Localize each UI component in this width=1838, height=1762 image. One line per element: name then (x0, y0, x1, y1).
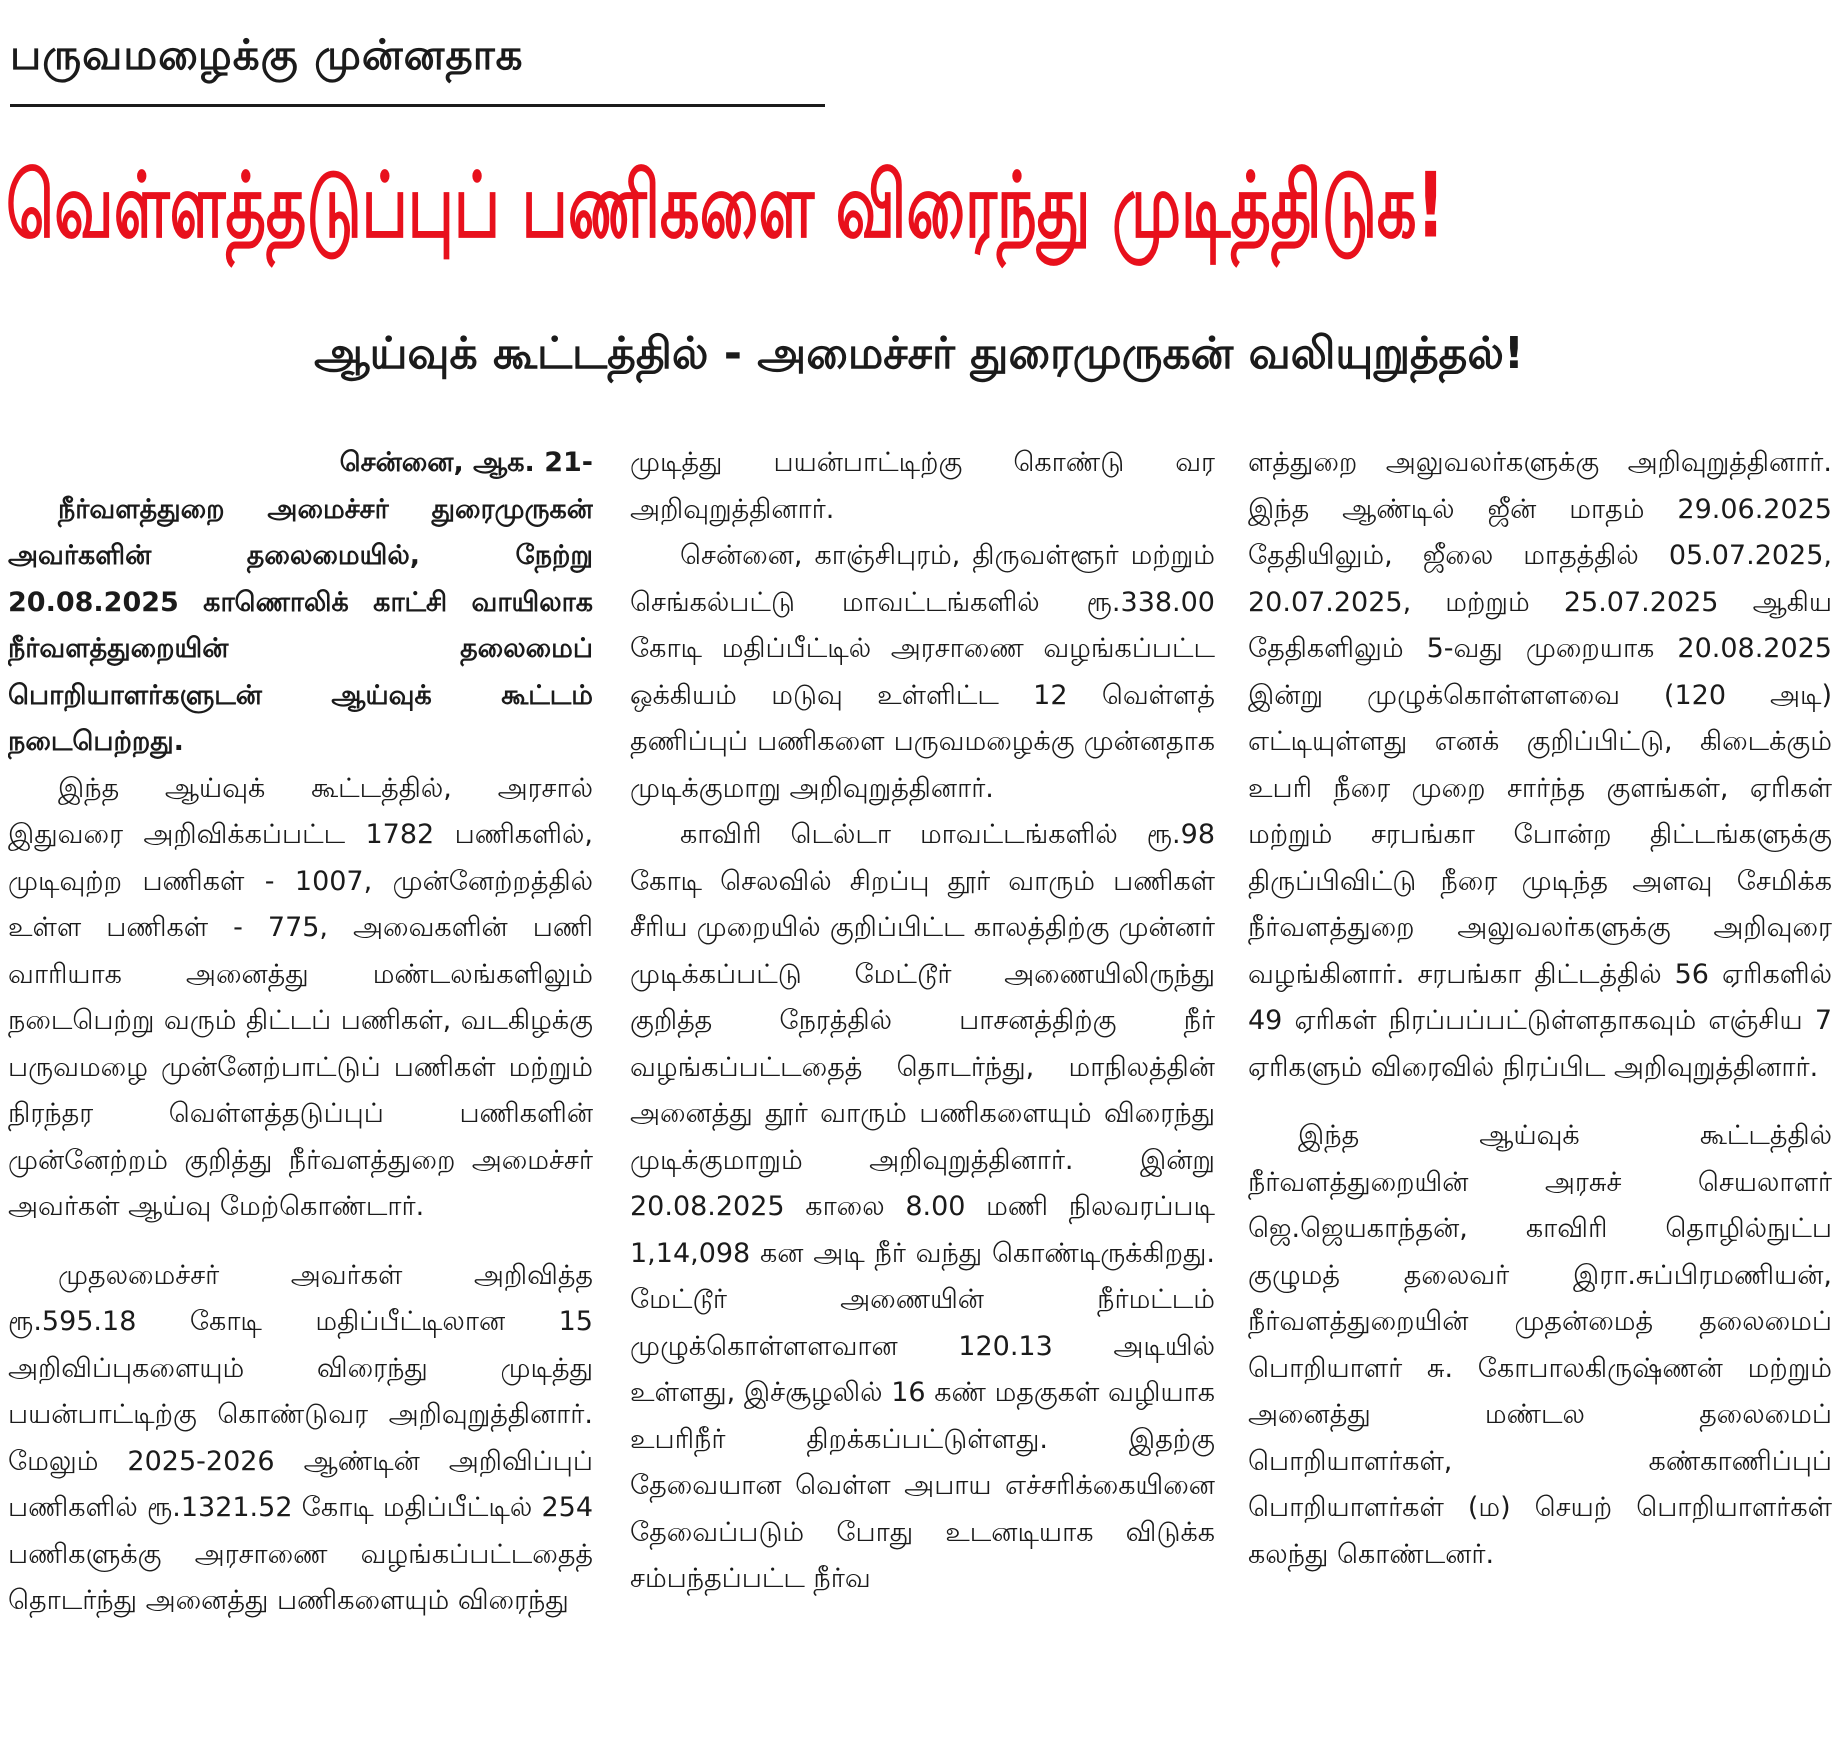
body-paragraph: இந்த ஆய்வுக் கூட்டத்தில், அரசால் இதுவரை அறிவிக்கப்பட்ட 1782 பணிகளில், முடிவுற்ற பணிகள் - 1007, முன்னேற்றத்தில் உள்ள பணிகள் - 775, அவைகளின் பணி வாரியாக அனைத்து மண்டலங்களிலும் நடைபெற்று வரும் திட்டப் பணிகள், வடகிழக்கு பருவமழை முன்னேற்பாட்டுப் பணிகள் மற்றும் நிரந்தர வெள்ளத்தடுப்புப் பணிகளின் முன்னேற்றம் குறித்து நீர்வளத்துறை அமைச்சர் அவர்கள் ஆய்வு மேற்கொண்டார். (8, 772, 593, 1222)
dateline: சென்னை, ஆக. 21- (339, 447, 593, 478)
body-paragraph: முதலமைச்சர் அவர்கள் அறிவித்த ரூ.595.18 கோடி மதிப்பீட்டிலான 15 அறிவிப்புகளையும் விரைந்து முடித்து பயன்பாட்டிற்கு கொண்டுவர அறிவுறுத்தினார். மேலும் 2025-2026 ஆண்டின் அறிவிப்புப் பணிகளில் ரூ.1321.52 கோடி மதிப்பீட்டில் 254 பணிகளுக்கு அரசாணை வழங்கப்பட்டதைத் தொடர்ந்து அனைத்து பணிகளையும் விரைந்து (8, 1259, 593, 1616)
body-paragraph: இந்த ஆய்வுக் கூட்டத்தில் நீர்வளத்துறையின் அரசுச் செயலாளர் ஜெ.ஜெயகாந்தன், காவிரி தொழில்நுட்ப குழுமத் தலைவர் இரா.சுப்பிரமணியன், நீர்வளத்துறையின் முதன்மைத் தலைமைப் பொறியாளர் சு. கோபாலகிருஷ்ணன் மற்றும் அனைத்து மண்டல தலைமைப் பொறியாளர்கள், கண்காணிப்புப் பொறியாளர்கள் (ம) செயற் பொறியாளர்கள் கலந்து கொண்டனர். (1248, 1120, 1832, 1570)
article-column-1 (8, 440, 593, 1755)
article-column-3 (1248, 440, 1832, 1755)
body-paragraph: முடித்து பயன்பாட்டிற்கு கொண்டு வர அறிவுறுத்தினார். (630, 447, 1215, 525)
headline: வெள்ளத்தடுப்புப் பணிகளை விரைந்து முடித்திடுக! (6, 152, 1445, 259)
body-paragraph: ளத்துறை அலுவலர்களுக்கு அறிவுறுத்தினார். இந்த ஆண்டில் ஜீன் மாதம் 29.06.2025 தேதியிலும், ஜீலை மாதத்தில் 05.07.2025, 20.07.2025, மற்றும் 25.07.2025 ஆகிய தேதிகளிலும் 5-வது முறையாக 20.08.2025 இன்று முழுக்கொள்ளளவை (120 அடி) எட்டியுள்ளது எனக் குறிப்பிட்டு, கிடைக்கும் உபரி நீரை முறை சார்ந்த குளங்கள், ஏரிகள் மற்றும் சரபங்கா போன்ற திட்டங்களுக்கு திருப்பிவிட்டு நீரை முடிந்த அளவு சேமிக்க நீர்வளத்துறை அலுவலர்களுக்கு அறிவுரை வழங்கினார். சரபங்கா திட்டத்தில் 56 ஏரிகளில் 49 ஏரிகள் நிரப்பப்பட்டுள்ளதாகவும் எஞ்சிய 7 ஏரிகளும் விரைவில் நிரப்பிட அறிவுறுத்தினார். (1248, 447, 1832, 1083)
body-paragraph: காவிரி டெல்டா மாவட்டங்களில் ரூ.98 கோடி செலவில் சிறப்பு தூர் வாரும் பணிகள் சீரிய முறையில் குறிப்பிட்ட காலத்திற்கு முன்னர் முடிக்கப்பட்டு மேட்டூர் அணையிலிருந்து குறித்த நேரத்தில் பாசனத்திற்கு நீர் வழங்கப்பட்டதைத் தொடர்ந்து, மாநிலத்தின் அனைத்து தூர் வாரும் பணிகளையும் விரைந்து முடிக்குமாறும் அறிவுறுத்தினார். இன்று 20.08.2025 காலை 8.00 மணி நிலவரப்படி 1,14,098 கன அடி நீர் வந்து கொண்டிருக்கிறது. மேட்டூர் அணையின் நீர்மட்டம் முழுக்கொள்ளளவான 120.13 அடியில் உள்ளது, இச்சூழலில் 16 கண் மதகுகள் வழியாக உபரிநீர் திறக்கப்பட்டுள்ளது. இதற்கு தேவையான வெள்ள அபாய எச்சரிக்கையினை தேவைப்படும் போது உடனடியாக விடுக்க சம்பந்தப்பட்ட நீர்வ (630, 819, 1215, 1594)
kicker-heading: பருவமழைக்கு முன்னதாக (10, 30, 524, 79)
body-paragraph: சென்னை, காஞ்சிபுரம், திருவள்ளூர் மற்றும் செங்கல்பட்டு மாவட்டங்களில் ரூ.338.00 கோடி மதிப்பீட்டில் அரசாணை வழங்கப்பட்ட ஒக்கியம் மடுவு உள்ளிட்ட 12 வெள்ளத் தணிப்புப் பணிகளை பருவமழைக்கு முன்னதாக முடிக்குமாறு அறிவுறுத்தினார். (630, 540, 1215, 804)
subheadline: ஆய்வுக் கூட்டத்தில் - அமைச்சர் துரைமுருகன் வலியுறுத்தல்! (314, 328, 1524, 379)
article-column-2 (630, 440, 1215, 1755)
lead-paragraph: நீர்வளத்துறை அமைச்சர் துரைமுருகன் அவர்களின் தலைமையில், நேற்று 20.08.2025 காணொலிக் காட்சி வாயிலாக நீர்வளத்துறையின் தலைமைப் பொறியாளர்களுடன் ஆய்வுக் கூட்டம் நடைபெற்றது. (8, 493, 593, 757)
